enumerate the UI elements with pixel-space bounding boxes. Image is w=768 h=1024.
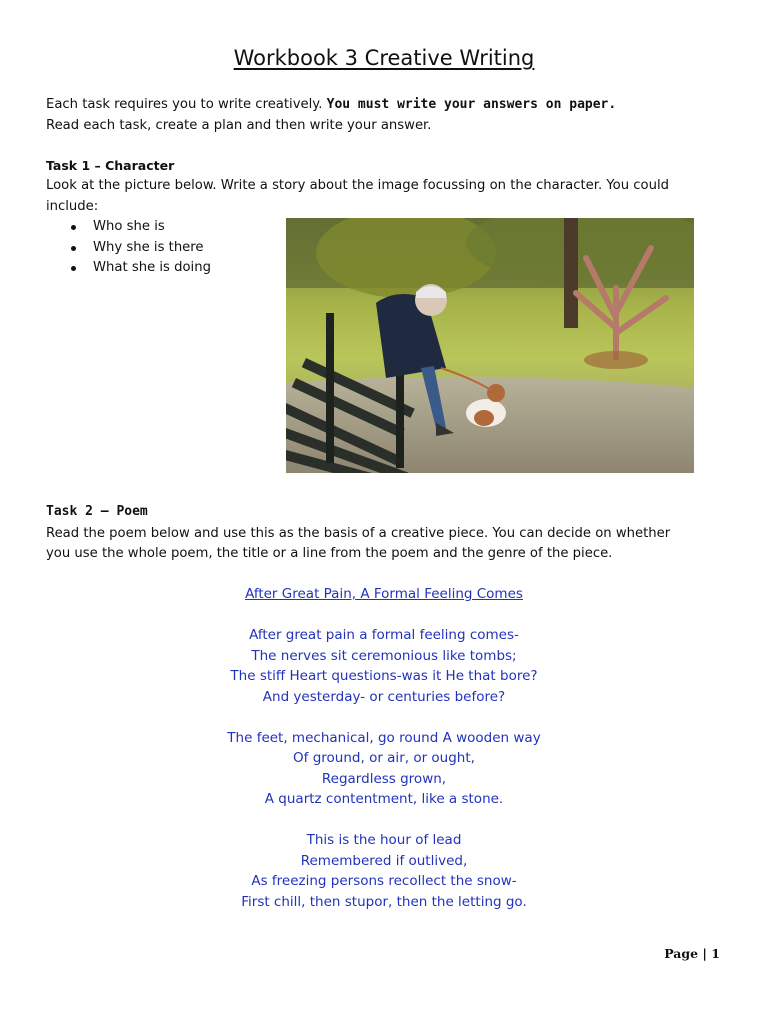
task1-bullet-list: [46, 217, 211, 279]
intro-line-2: Read each task, create a plan and then write your answer.: [46, 118, 432, 133]
poem-line: Of ground, or air, or ought,: [293, 750, 475, 766]
poem-line: A quartz contentment, like a stone.: [264, 791, 504, 807]
bullet-item: Who she is: [46, 217, 211, 238]
intro-text: Each task requires you to write creatively.: [46, 97, 327, 112]
poem-line: As freezing persons recollect the snow-: [251, 873, 517, 889]
stanza-gap: [0, 707, 768, 728]
poem-line: The feet, mechanical, go round A wooden way: [227, 729, 541, 746]
poem-line: This is the hour of lead: [306, 832, 462, 848]
poem-line: The nerves sit ceremonious like tombs;: [251, 647, 517, 664]
task1-text-line-2: include:: [46, 199, 99, 214]
poem-body: [0, 625, 768, 912]
poem-line: And yesterday- or centuries before?: [262, 688, 506, 705]
park-bench-photo: [286, 218, 694, 473]
bullet-item: What she is doing: [46, 258, 211, 279]
poem-line: First chill, then stupor, then the letting go.: [241, 893, 527, 910]
page-number: Page | 1: [664, 946, 720, 961]
task2-text-line-2: you use the whole poem, the title or a line from the poem and the genre of the piece.: [46, 546, 613, 561]
poem-line: After great pain a formal feeling comes-: [249, 627, 519, 643]
task1-heading: Task 1 – Character: [46, 158, 175, 173]
task2-text-line-1: Read the poem below and use this as the basis of a creative piece. You can decide on whether: [46, 526, 671, 541]
bullet-item: Why she is there: [46, 238, 211, 259]
intro-emphasis: You must write your answers on paper.: [326, 97, 617, 112]
intro-line-1: [46, 95, 616, 115]
poem-line: Remembered if outlived,: [300, 852, 468, 869]
task1-text-line-1: Look at the picture below. Write a story about the image focussing on the character. You could: [46, 178, 669, 193]
stanza-gap: [0, 810, 768, 831]
poem-line: The stiff Heart questions-was it He that bore?: [230, 668, 538, 684]
poem-line: Regardless grown,: [321, 770, 447, 787]
task2-heading: Task 2 – Poem: [46, 504, 148, 519]
poem-title-link[interactable]: After Great Pain, A Formal Feeling Comes: [245, 586, 523, 602]
document-title: Workbook 3 Creative Writing: [233, 46, 535, 70]
